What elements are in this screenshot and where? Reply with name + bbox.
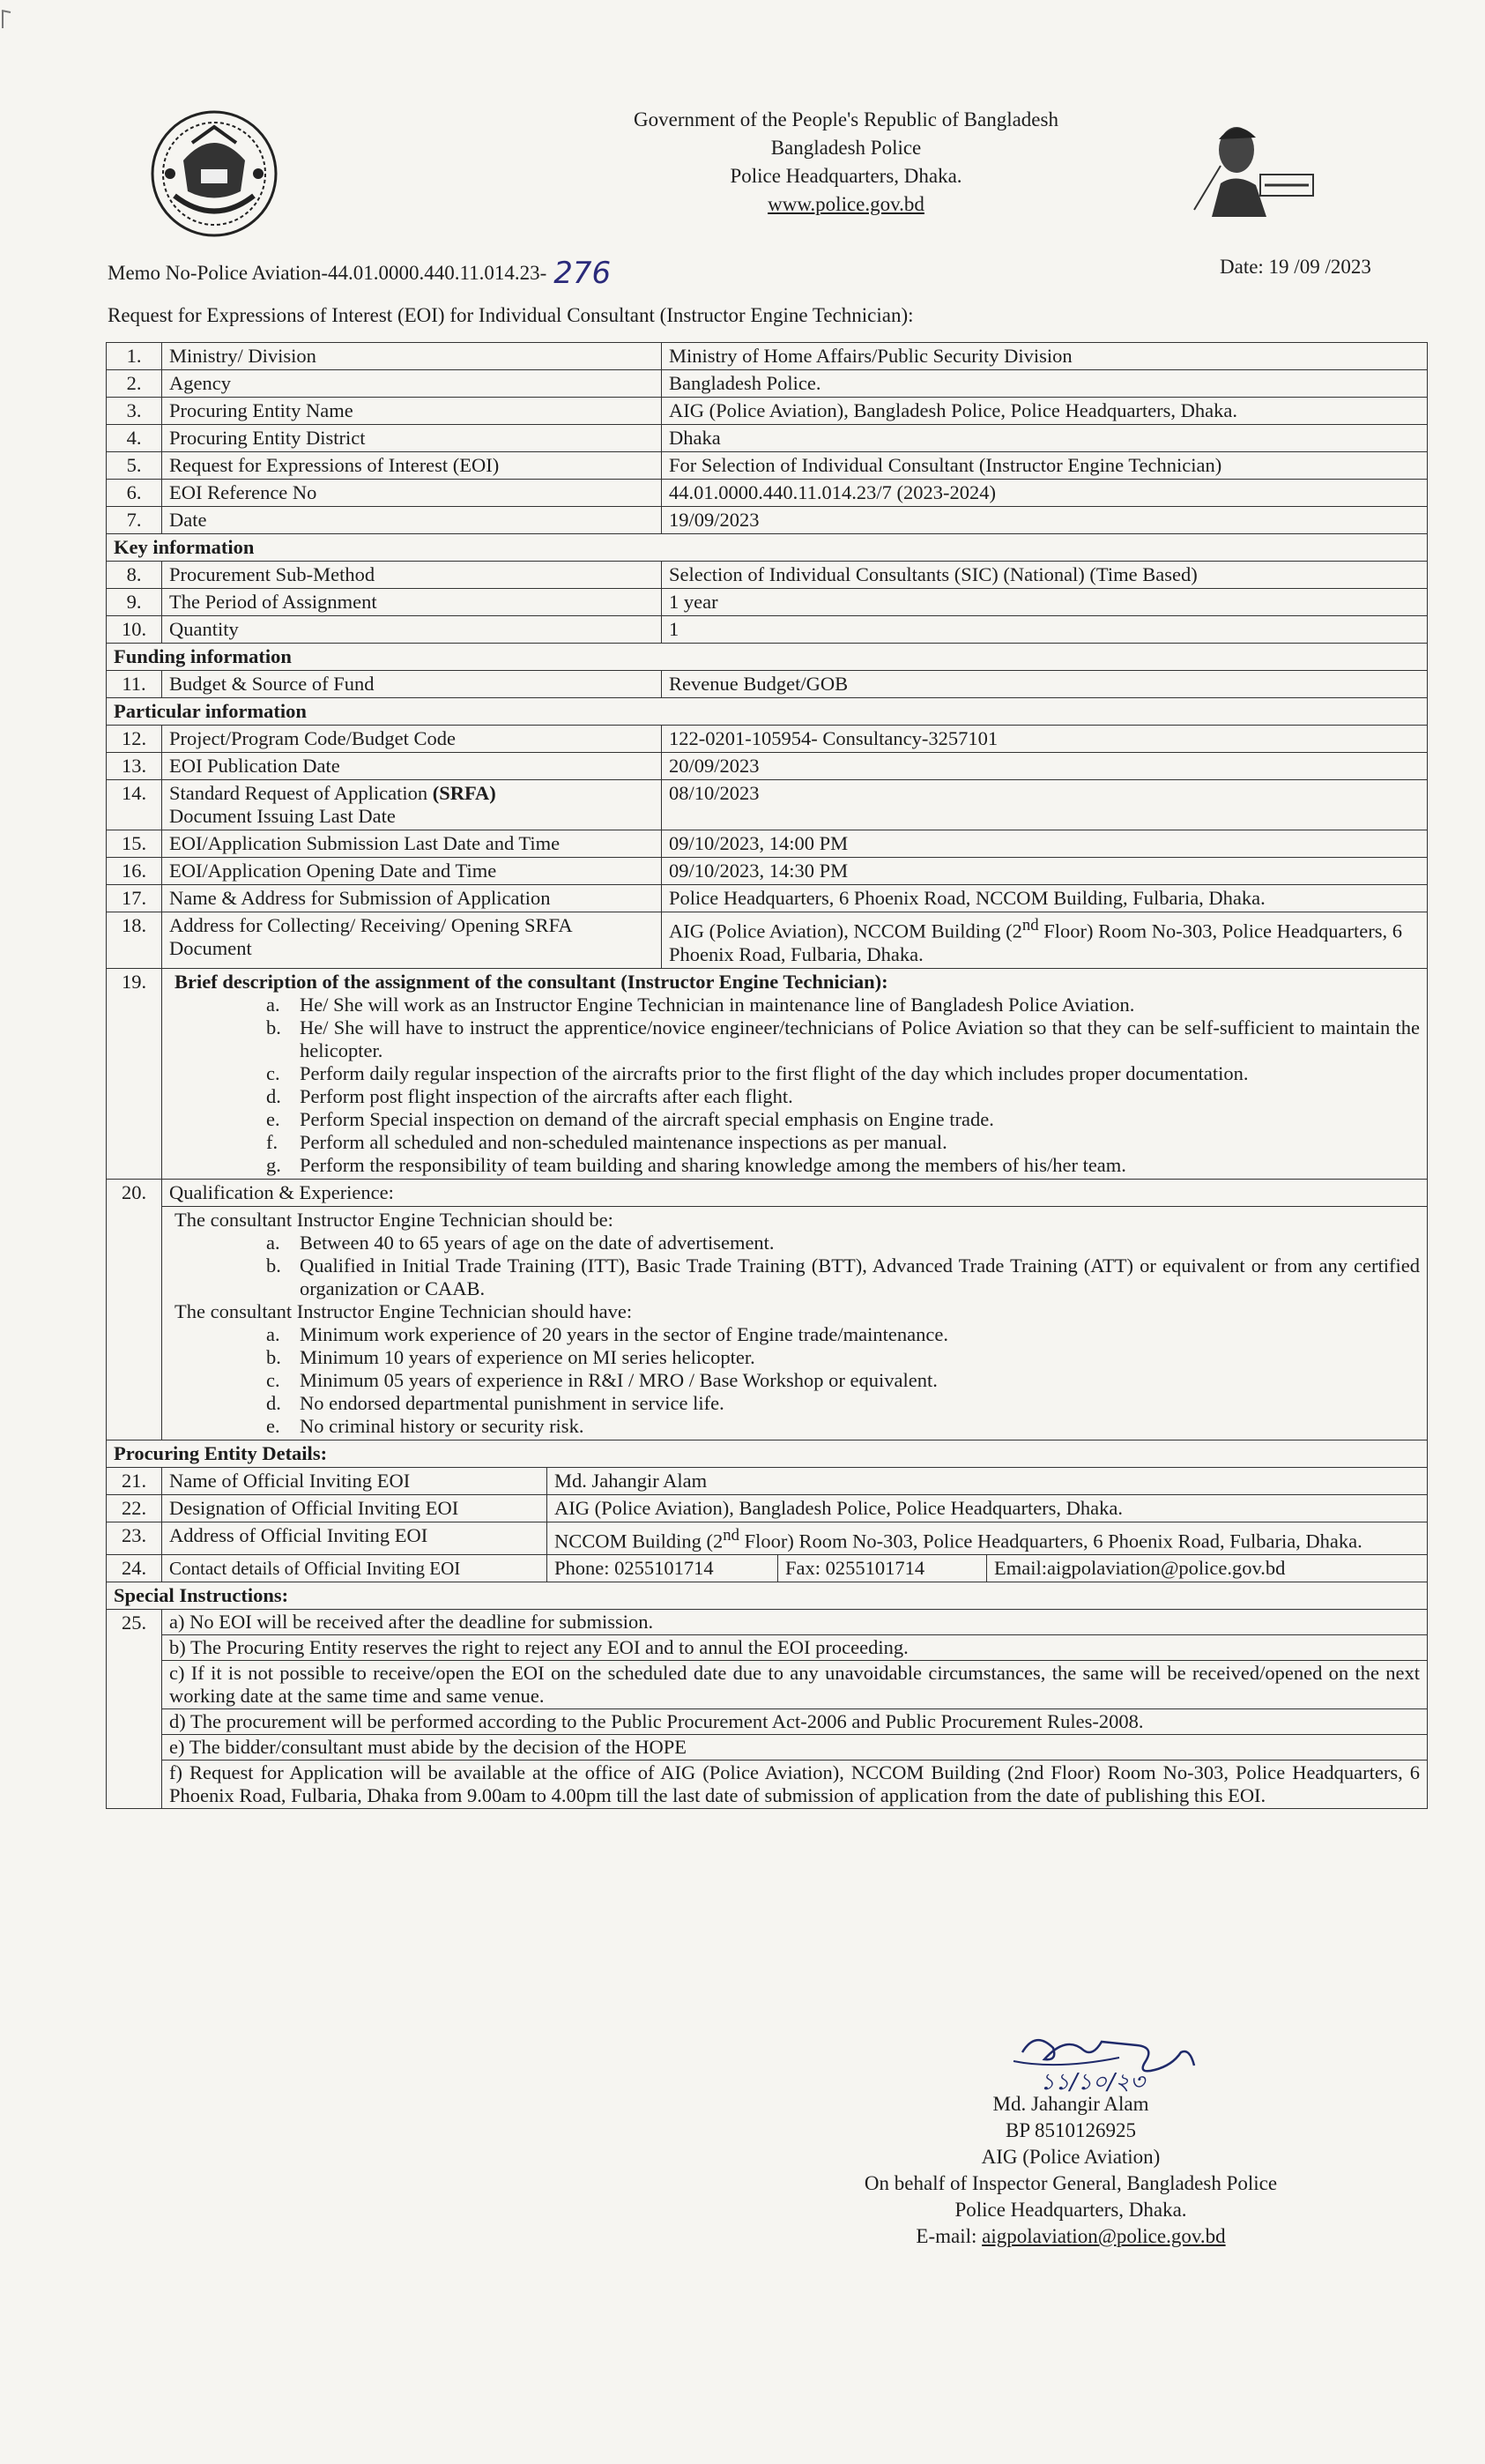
table-row: 11. Budget & Source of Fund Revenue Budget/GOB [107, 671, 1428, 698]
instruction-item: b) The Procuring Entity reserves the right to reject any EOI and to annul the EOI proceeding. [162, 1635, 1427, 1661]
list-item: b. He/ She will have to instruct the apprentice/novice engineer/technicians of Police Aviation so that they can be self-sufficient to maintain the helicopter. [266, 1016, 1420, 1061]
signatory-behalf: On behalf of Inspector General, Bangladesh Police [864, 2172, 1278, 2194]
table-row: 6. EOI Reference No 44.01.0000.440.11.014.23/7 (2023-2024) [107, 480, 1428, 507]
government-name: Government of the People's Republic of Bangladesh [634, 108, 1058, 130]
list-item: b. Minimum 10 years of experience on MI series helicopter. [266, 1345, 755, 1368]
list-item: b. Qualified in Initial Trade Training (ITT), Basic Trade Training (BTT), Advanced Trade Training (ATT) or equivalent or from any certified organization or CAAB. [266, 1254, 1420, 1299]
section-header-special-instructions: Special Instructions: [107, 1582, 1428, 1610]
instruction-item: a) No EOI will be received after the deadline for submission. [162, 1610, 1427, 1635]
signatory-bp: BP 8510126925 [1005, 2119, 1137, 2141]
table-row: 12. Project/Program Code/Budget Code 122-0201-105954- Consultancy-3257101 [107, 726, 1428, 753]
assignment-list [169, 994, 1420, 1177]
table-row: 3. Procuring Entity Name AIG (Police Aviation), Bangladesh Police, Police Headquarters, Dhaka. [107, 398, 1428, 425]
list-item: a. Minimum work experience of 20 years in the sector of Engine trade/maintenance. [266, 1322, 948, 1345]
letterhead [529, 106, 1163, 219]
table-row: 9. The Period of Assignment 1 year [107, 589, 1428, 616]
table-row: 4. Procuring Entity District Dhaka [107, 425, 1428, 452]
instruction-item: e) The bidder/consultant must abide by the decision of the HOPE [162, 1735, 1427, 1761]
table-row: 21. Name of Official Inviting EOI Md. Jahangir Alam [107, 1467, 1428, 1494]
table-row: 8. Procurement Sub-Method Selection of Individual Consultants (SIC) (National) (Time Based) [107, 562, 1428, 589]
handwritten-date: ১১/১০/২৩ [1040, 2069, 1145, 2096]
list-item: a. He/ She will work as an Instructor Engine Technician in maintenance line of Bangladesh Police Aviation. [266, 993, 1135, 1016]
table-row: 18. Address for Collecting/ Receiving/ Opening SRFA Document AIG (Police Aviation), NCCOM Building (2nd Floor) Room No-303, Police Headquarters, 6 Phoenix Road, Fulbaria, Dhaka. [107, 912, 1428, 969]
instruction-item: f) Request for Application will be available at the office of AIG (Police Aviation), NCCOM Building (2nd Floor) Room No-303, Police Headquarters, 6 Phoenix Road, Fulbaria, Dhaka from 9.00am to 4.00pm till the last date of submission of application from the date of publishing this EOI. [169, 1761, 1420, 1806]
request-title: Request for Expressions of Interest (EOI) for Individual Consultant (Instructor Engine Technician): [108, 304, 914, 326]
list-item: g. Perform the responsibility of team building and sharing knowledge among the members of his/her team. [266, 1153, 1126, 1176]
table-row: 7. Date 19/09/2023 [107, 507, 1428, 534]
list-item: e. Perform Special inspection on demand of the aircraft special emphasis on Engine trade. [266, 1107, 994, 1130]
instruction-item: d) The procurement will be performed according to the Public Procurement Act-2006 and Public Procurement Rules-2008. [162, 1709, 1427, 1735]
list-item: c. Perform daily regular inspection of the aircrafts prior to the first flight of the day which includes proper documentation. [266, 1061, 1249, 1084]
signatory-office: Police Headquarters, Dhaka. [954, 2199, 1187, 2221]
list-item: c. Minimum 05 years of experience in R&I / MRO / Base Workshop or equivalent. [266, 1368, 938, 1391]
contact-email[interactable]: Email:aigpolaviation@police.gov.bd [994, 1557, 1286, 1579]
table-row: 10. Quantity 1 [107, 616, 1428, 644]
handwritten-memo-number: 276 [553, 256, 612, 291]
contact-phone: Phone: 0255101714 [547, 1555, 778, 1582]
signature-block [793, 2091, 1348, 2250]
office-name: Police Headquarters, Dhaka. [730, 165, 962, 187]
table-row: 13. EOI Publication Date 20/09/2023 [107, 753, 1428, 780]
table-row: 2. Agency Bangladesh Police. [107, 370, 1428, 398]
table-row: 23. Address of Official Inviting EOI NCCOM Building (2nd Floor) Room No-303, Police Headquarters, 6 Phoenix Road, Fulbaria, Dhaka. [107, 1522, 1428, 1555]
handwritten-signature-icon [1005, 2026, 1225, 2096]
section-header-funding-information: Funding information [107, 644, 1428, 671]
list-item: d. Perform post flight inspection of the aircrafts after each flight. [266, 1084, 793, 1107]
signatory-email-link[interactable]: aigpolaviation@police.gov.bd [982, 2225, 1226, 2247]
table-row: 22. Designation of Official Inviting EOI AIG (Police Aviation), Bangladesh Police, Police Headquarters, Dhaka. [107, 1494, 1428, 1522]
qualification-intro-be: The consultant Instructor Engine Technician should be: [174, 1208, 613, 1231]
qualification-title: Qualification & Experience: [162, 1180, 1427, 1207]
signatory-name: Md. Jahangir Alam [992, 2093, 1149, 2115]
table-row-qualification: 20. Qualification & Experience: The consultant Instructor Engine Technician should be: a. Between 40 to 65 years of age on the date of advertisement. b. Qualified in Initial Trade Training (ITT), Basic Trade Training (BTT), Advanced Trade Training (ATT) or equivalent or from any certified organization or CAAB. The consultant Instructor Engine Technician should have: a. Minimum work experience of 20 years in the sector of Engine trade/maintenance. b. Minimum 10 years of experience on MI series helicopter. c. Minimum 05 years of experience in R&I / MRO / Base Workshop or equivalent. d. No endorsed departmental punishment in service life. e. No criminal history or security risk. [107, 1179, 1428, 1440]
section-header-particular-information: Particular information [107, 698, 1428, 726]
instruction-item: c) If it is not possible to receive/open the EOI on the scheduled date due to any unavoidable circumstances, the same will be received/opened on the next working date at the same time and same venue. [162, 1661, 1427, 1709]
list-item: a. Between 40 to 65 years of age on the date of advertisement. [266, 1231, 775, 1254]
table-row-contact: 24. Contact details of Official Inviting EOI Phone: 0255101714 Fax: 0255101714 Email:aigpolaviation@police.gov.bd [107, 1555, 1428, 1582]
memo-number [108, 256, 611, 291]
contact-fax: Fax: 0255101714 [778, 1555, 987, 1582]
list-item: e. No criminal history or security risk. [266, 1414, 584, 1437]
website-link[interactable]: www.police.gov.bd [768, 193, 924, 215]
table-row-special-instructions: 25. a) No EOI will be received after the deadline for submission. b) The Procuring Entity reserves the right to reject any EOI and to annul the EOI proceeding. c) If it is not possible to receive/open the EOI on the scheduled date due to any unavoidable circumstances, the same will be received/opened on the next working date at the same time and same venue. d) The procurement will be performed according to the Public Procurement Act-2006 and Public Procurement Rules-2008. e) The bidder/consultant must abide by the decision of the HOPE f) Request for Application will be available at the office of AIG (Police Aviation), NCCOM Building (2nd Floor) Room No-303, Police Headquarters, 6 Phoenix Road, Fulbaria, Dhaka from 9.00am to 4.00pm till the last date of submission of application from the date of publishing this EOI. [107, 1610, 1428, 1809]
organization-name: Bangladesh Police [770, 137, 922, 159]
memo-date: Date: 19 /09 /2023 [1220, 256, 1371, 278]
qualification-intro-have: The consultant Instructor Engine Technician should have: [174, 1299, 633, 1322]
police-emblem-icon [148, 108, 280, 240]
table-row-assignment-description: 19. Brief description of the assignment of the consultant (Instructor Engine Technician): a. He/ She will work as an Instructor Engine Technician in maintenance line of Bangladesh Police Aviation. b. He/ She will have to instruct the apprentice/novice engineer/technicians of Police Aviation so that they can be self-sufficient to maintain the helicopter. c. Perform daily regular inspection of the aircrafts prior to the first flight of the day which includes proper documentation. d. Perform post flight inspection of the aircrafts after each flight. e. Perform Special inspection on demand of the aircraft special emphasis on Engine trade. f. Perform all scheduled and non-scheduled maintenance inspections as per manual. g. Perform the responsibility of team building and sharing knowledge among the members of his/her team. [107, 968, 1428, 1179]
list-item: d. No endorsed departmental punishment in service life. [266, 1391, 724, 1414]
portrait-logo-icon [1185, 113, 1326, 219]
section-header-procuring-entity: Procuring Entity Details: [107, 1440, 1428, 1467]
table-row: 15. EOI/Application Submission Last Date and Time 09/10/2023, 14:00 PM [107, 830, 1428, 858]
table-row: 16. EOI/Application Opening Date and Time 09/10/2023, 14:30 PM [107, 858, 1428, 885]
signatory-designation: AIG (Police Aviation) [981, 2146, 1161, 2168]
list-item: f. Perform all scheduled and non-scheduled maintenance inspections as per manual. [266, 1130, 947, 1153]
table-row: 5. Request for Expressions of Interest (EOI) For Selection of Individual Consultant (Instructor Engine Technician) [107, 452, 1428, 480]
signatory-email-line: E-mail: aigpolaviation@police.gov.bd [916, 2225, 1226, 2247]
table-row: 14. Standard Request of Application (SRFA) Document Issuing Last Date 08/10/2023 [107, 780, 1428, 830]
experience-list [169, 1323, 1420, 1438]
section-header-key-information: Key information [107, 534, 1428, 562]
assignment-title: Brief description of the assignment of the consultant (Instructor Engine Technician): [174, 970, 888, 993]
table-row: 1. Ministry/ Division Ministry of Home Affairs/Public Security Division [107, 343, 1428, 370]
eoi-table [106, 342, 1428, 1809]
table-row: 17. Name & Address for Submission of Application Police Headquarters, 6 Phoenix Road, NCCOM Building, Fulbaria, Dhaka. [107, 885, 1428, 912]
corner-mark [0, 9, 12, 32]
qualification-list [169, 1232, 1420, 1300]
memo-label: Memo No-Police Aviation-44.01.0000.440.11.014.23- [108, 262, 547, 284]
